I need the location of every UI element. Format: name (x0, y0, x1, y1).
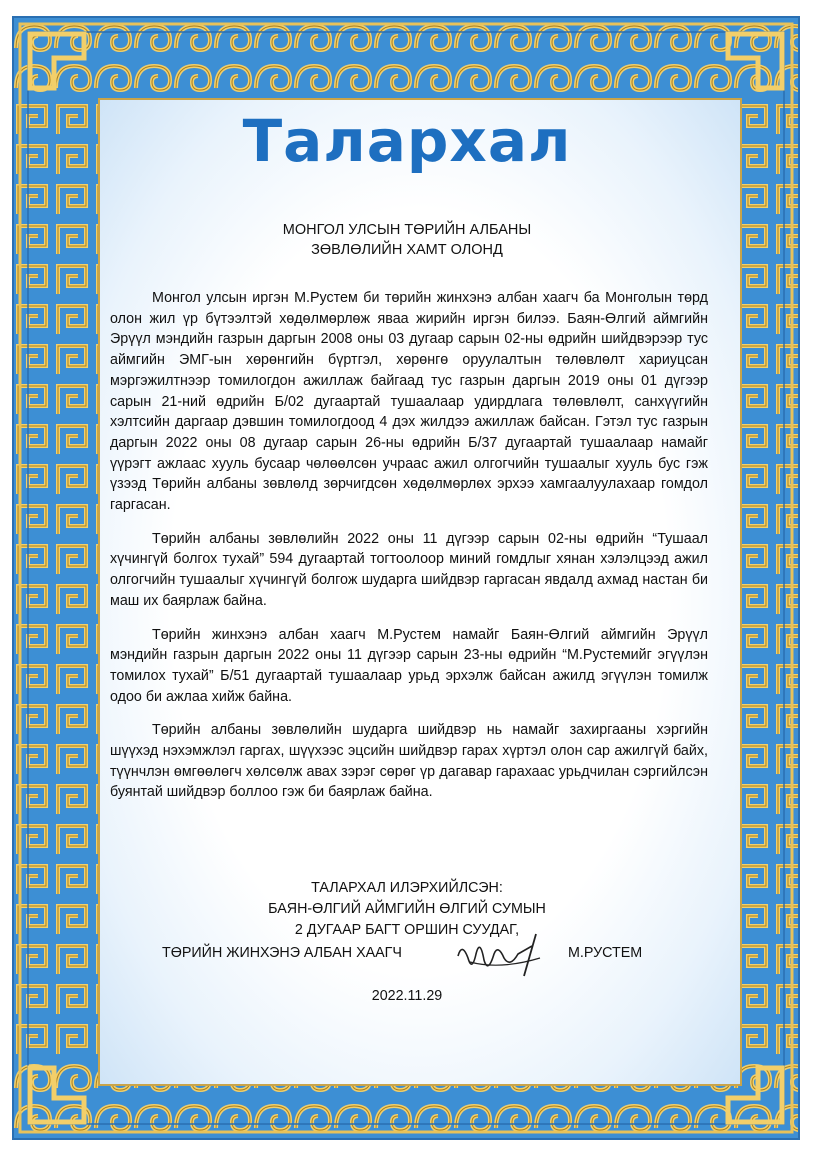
paragraph: Төрийн жинхэнэ албан хаагч М.Рустем намайг Баян-Өлгий аймгийн Эрүүл мэндийн газрын даргын 2022 оны 11 дүгээр сарын 23-ны өдрийн “М.Рустемийг эгүүлэн томилох тухай” Б/51 дугаартай тушаалаар урьд эрхэлж байсан ажилд эгүүлэн томилж одоо би ажлаа хийж байна. (110, 626, 708, 705)
signature-line: БАЯН-ӨЛГИЙ АЙМГИЙН ӨЛГИЙ СУМЫН (268, 901, 546, 917)
signature-line: ТАЛАРХАЛ ИЛЭРХИЙЛСЭН: (311, 880, 503, 896)
signature-row (0, 941, 814, 965)
page-title: Талархал (242, 107, 572, 175)
handwritten-signature (440, 924, 560, 984)
addressee-line: ЗӨВЛӨЛИЙН ХАМТ ОЛОНД (311, 242, 503, 258)
paragraph: Төрийн албаны зөвлөлийн шударга шийдвэр нь намайг захиргааны хэргийн шүүхэд нэхэмжлэл гаргах, шүүхээс эцсийн шийдвэр гарах хүртэл олон сар ажилгүй байх, түүнчлэн өмгөөлөгч хөлсөлж авах зэрэг сөрөг үр дагавар гарахаас урьдчилан сэргийлсэн буянтай шийдвэр боллоо гэж би баярлаж байна. (110, 722, 708, 801)
addressee (0, 220, 814, 260)
signer-name: М.РУСТЕМ (568, 945, 643, 961)
signature-line: 2 ДУГААР БАГТ ОРШИН СУУДАГ, (294, 922, 520, 938)
signer-title: ТӨРИЙН ЖИНХЭНЭ АЛБАН ХААГЧ (162, 945, 402, 961)
signature-block (0, 878, 814, 965)
paragraph: Монгол улсын иргэн М.Рустем би төрийн жинхэнэ албан хаагч ба Монголын төрд олон жил үр бүтээлтэй хөдөлмөрлөж яваа жирийн иргэн билээ. Баян-Өлгий аймгийн Эрүүл мэндийн газрын даргын 2008 оны 03 дугаар сарын 02-ны өдрийн шийдвэрээр тус аймгийн ЭМГ-ын хөрөнгийн бүртгэл, хөрөнгө оруулалтын төлөвлөлт хариуцсан мэргэжилтнээр томилогдон ажиллаж байгаад тус газрын даргын 2019 оны 01 дүгээр сарын 21-ний өдрийн Б/02 дугаартай тушаалаар удирдлага төлөвлөлт, санхүүгийн хэлтсийн даргаар дэвшин томилогдоод 4 дэх жилдээ ажиллаж байсан. Гэтэл тус газрын даргын 2022 оны 08 дугаар сарын 26-ны өдрийн Б/37 дугаартай тушаалаар намайг үүрэгт ажлаас хууль бусаар чөлөөлсөн учраас ажил олгогчийн тушаалыг хууль бус гэж үзээд Төрийн албаны зөвлөлд зөрчигдсөн хөдөлмөрлөх эрхээ хамгаалуулахаар гомдол гаргасан. (110, 290, 708, 514)
paragraph: Төрийн албаны зөвлөлийн 2022 оны 11 дүгээр сарын 02-ны өдрийн “Тушаал хүчингүй болгох тухай” 594 дугаартай тогтоолоор миний гомдлыг хянан хэлэлцээд ажил олгогчийн тушаалыг хүчингүй болгож шударга шийдвэр гаргасан явдалд ахмад настан би маш их баярлаж байна. (110, 530, 708, 609)
addressee-line: МОНГОЛ УЛСЫН ТӨРИЙН АЛБАНЫ (282, 222, 532, 238)
letter-body (110, 288, 708, 816)
date: 2022.11.29 (371, 988, 443, 1004)
